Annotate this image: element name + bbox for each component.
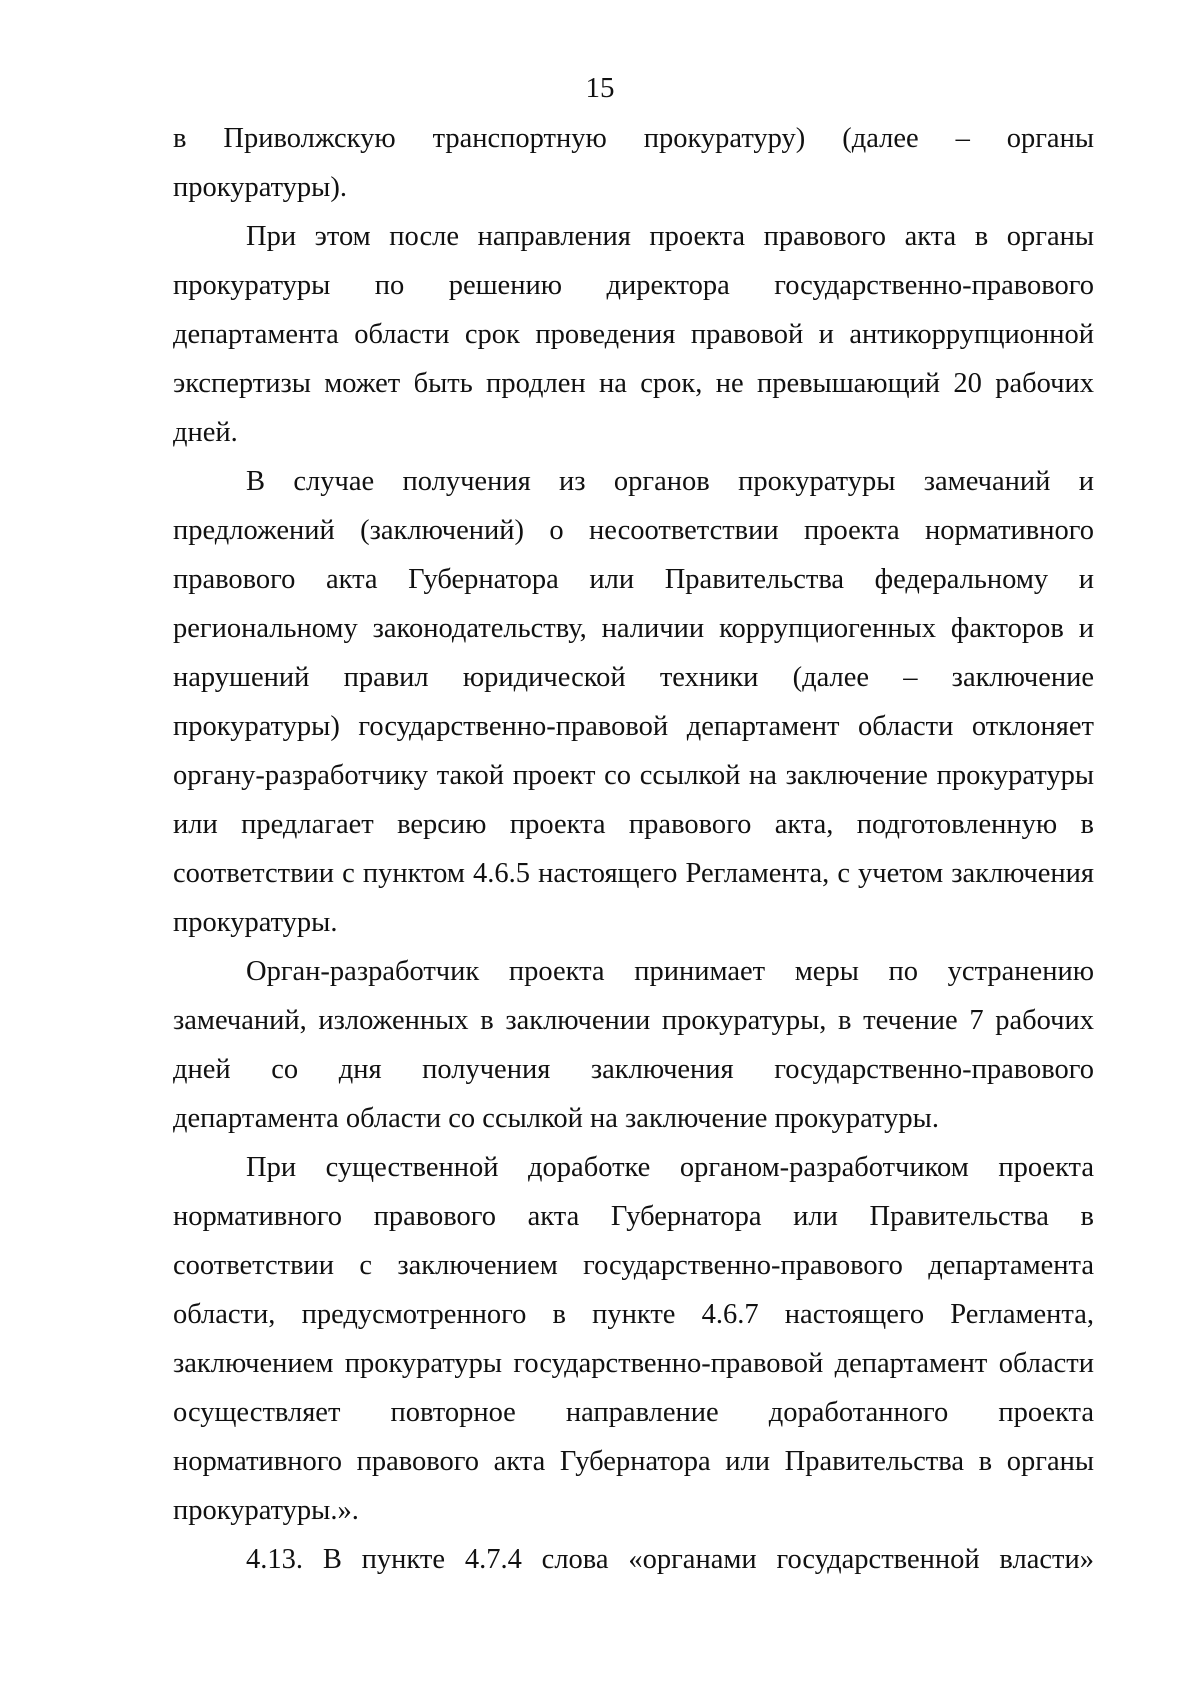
paragraph-expertise-extension: При этом после направления проекта правового акта в органы прокуратуры по решению директора государственно-правового департамента области срок проведения правовой и антикоррупционной экспертизы может быть продлен на срок, не превышающий 20 рабочих дней. [173, 221, 1094, 448]
paragraph-substantial-revision: При существенной доработке органом-разработчиком проекта нормативного правового акта Губернатора или Правительства в соответствии с заключением государственно-правового департамента области, предусмотренного в пункте 4.6.7 настоящего Регламента, заключением прокуратуры государственно-правовой департамент области осуществляет повторное направление доработанного проекта нормативного правового акта Губернатора или Правительства в органы прокуратуры.». [173, 1152, 1094, 1526]
paragraph-continuation: в Приволжскую транспортную прокуратуру) (далее – органы прокуратуры). [173, 123, 1094, 203]
paragraph-item-4-13: 4.13. В пункте 4.7.4 слова «органами государственной власти» [246, 1544, 1094, 1575]
paragraph-prosecutor-remarks: В случае получения из органов прокуратуры замечаний и предложений (заключений) о несоответствии проекта нормативного правового акта Губернатора или Правительства федеральному и региональному законодательству, наличии коррупциогенных факторов и нарушений правил юридической техники (далее – заключение прокуратуры) государственно-правовой департамент области отклоняет органу-разработчику такой проект со ссылкой на заключение прокуратуры или предлагает версию проекта правового акта, подготовленную в соответствии с пунктом 4.6.5 настоящего Регламента, с учетом заключения прокуратуры. [173, 466, 1094, 938]
page-number: 15 [585, 72, 615, 104]
document-body [173, 114, 1094, 1584]
paragraph-developer-measures: Орган-разработчик проекта принимает меры по устранению замечаний, изложенных в заключении прокуратуры, в течение 7 рабочих дней со дня получения заключения государственно-правового департамента области со ссылкой на заключение прокуратуры. [173, 956, 1094, 1134]
